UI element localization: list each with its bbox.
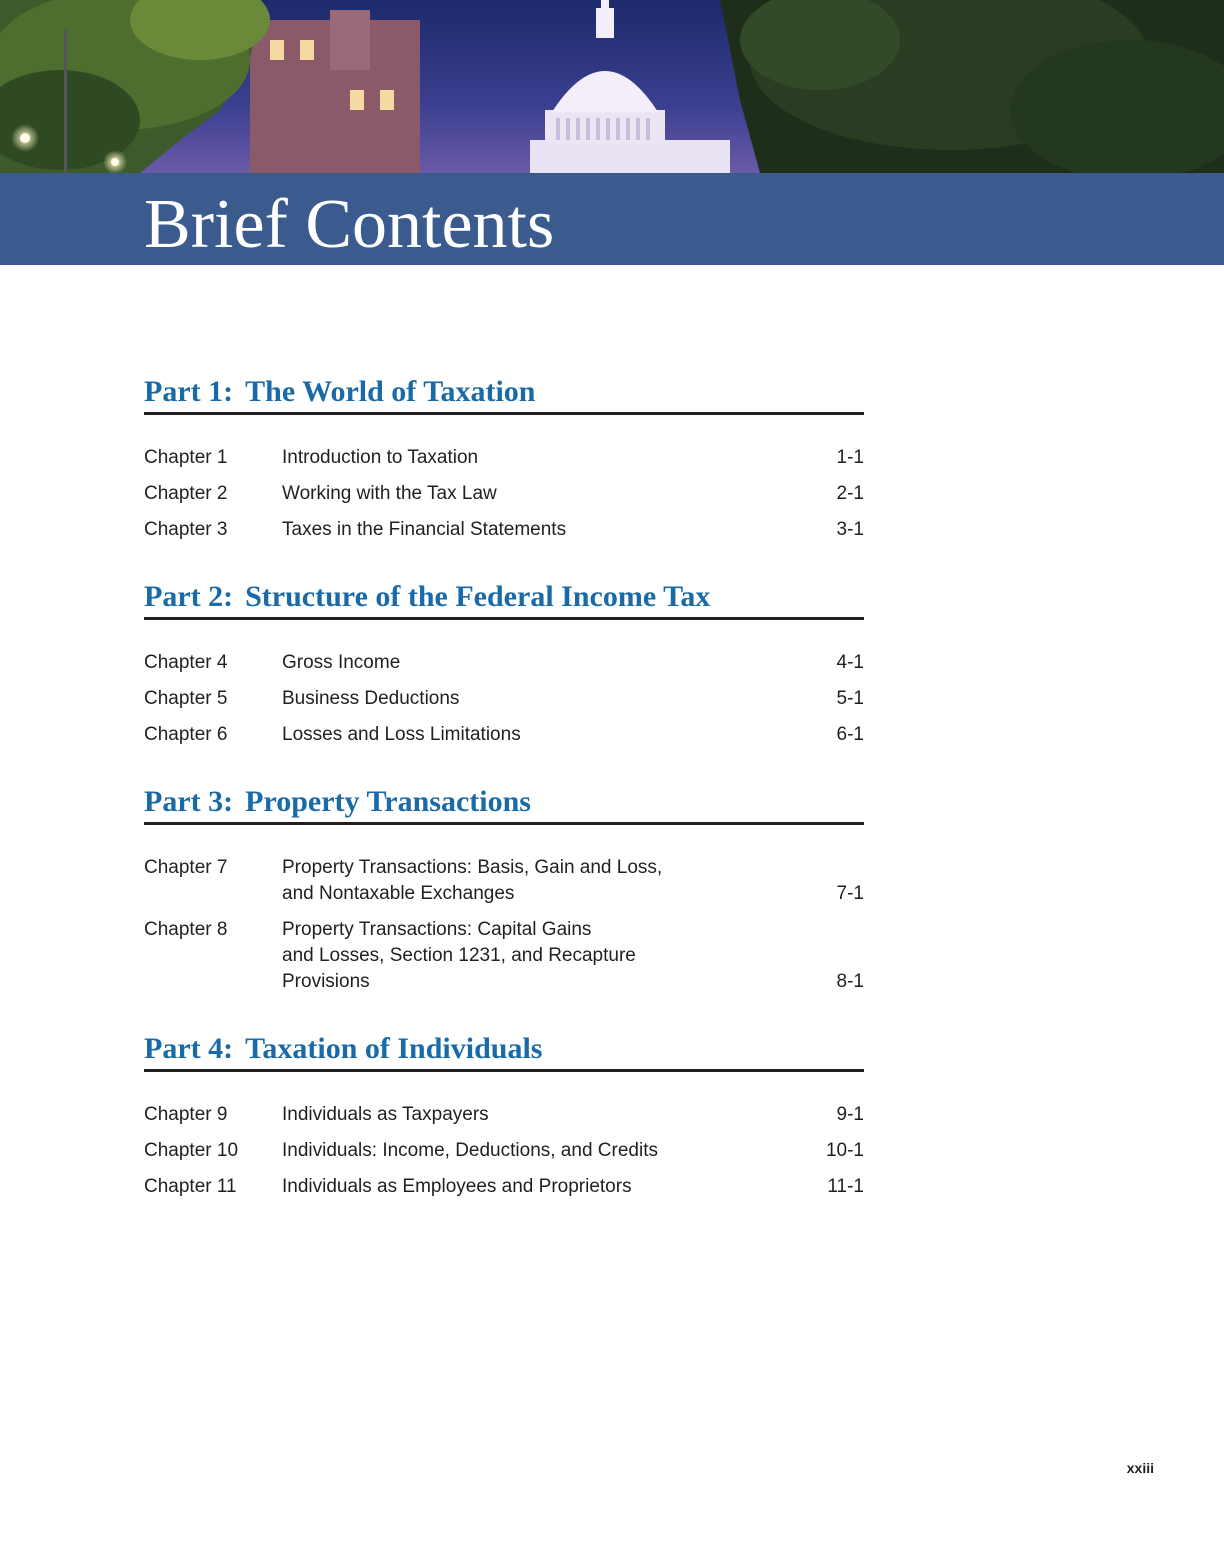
chapter-entry[interactable]: [144, 1102, 864, 1128]
part-title: The World of Taxation: [245, 375, 536, 408]
capitol-dome-night-photo: [0, 0, 1224, 173]
chapter-title: Property Transactions: Basis, Gain and Loss, and Nontaxable Exchanges: [282, 857, 663, 904]
chapter-label: Chapter 11: [144, 1176, 237, 1197]
chapter-page: 10-1: [825, 1140, 864, 1161]
chapter-label: Chapter 6: [144, 724, 228, 745]
chapter-title: Working with the Tax Law: [282, 483, 497, 504]
chapter-page: 8-1: [836, 971, 864, 992]
chapter-page: 6-1: [836, 724, 864, 745]
chapter-entry[interactable]: [144, 917, 864, 995]
chapter-page: 4-1: [836, 652, 864, 673]
part-number: Part 3:: [144, 785, 234, 818]
page-number: xxiii: [1126, 1460, 1154, 1476]
chapter-title: Business Deductions: [282, 688, 460, 709]
part-3: [144, 782, 864, 995]
part-number: Part 2:: [144, 580, 234, 613]
part-title: Structure of the Federal Income Tax: [245, 580, 711, 613]
chapter-label: Chapter 1: [144, 447, 228, 468]
chapter-label: Chapter 2: [144, 483, 228, 504]
part-heading: [144, 577, 864, 620]
chapter-label: Chapter 3: [144, 519, 228, 540]
chapter-entry[interactable]: [144, 855, 864, 907]
chapter-label: Chapter 8: [144, 919, 228, 940]
table-of-contents: [144, 372, 864, 1210]
chapter-page: 2-1: [836, 483, 864, 504]
part-heading: [144, 782, 864, 825]
part-number: Part 1:: [144, 375, 234, 408]
part-heading: [144, 1029, 864, 1072]
part-title: Property Transactions: [245, 785, 531, 818]
chapter-entry[interactable]: [144, 1174, 864, 1200]
part-heading: [144, 372, 864, 415]
chapter-entry[interactable]: [144, 1138, 864, 1164]
chapter-label: Chapter 9: [144, 1104, 228, 1125]
chapter-page: 3-1: [836, 519, 864, 540]
chapter-label: Chapter 10: [144, 1140, 239, 1161]
chapter-page: 7-1: [836, 883, 864, 904]
chapter-label: Chapter 7: [144, 857, 228, 878]
chapter-title: Individuals as Employees and Proprietors: [282, 1176, 632, 1197]
chapter-page: 9-1: [836, 1104, 864, 1125]
chapter-entry[interactable]: [144, 481, 864, 507]
chapter-entry[interactable]: [144, 517, 864, 543]
chapter-entry[interactable]: [144, 650, 864, 676]
chapter-page: 1-1: [836, 447, 864, 468]
chapter-title: Taxes in the Financial Statements: [282, 519, 567, 540]
chapter-page: 11-1: [827, 1176, 864, 1197]
part-1: [144, 372, 864, 543]
chapter-entry[interactable]: [144, 722, 864, 748]
chapter-title: Losses and Loss Limitations: [282, 724, 521, 745]
chapter-entry[interactable]: [144, 445, 864, 471]
chapter-label: Chapter 4: [144, 652, 228, 673]
chapter-title: Individuals: Income, Deductions, and Credits: [282, 1140, 658, 1161]
chapter-entry[interactable]: [144, 686, 864, 712]
title-band: [0, 173, 1224, 265]
part-2: [144, 577, 864, 748]
part-title: Taxation of Individuals: [245, 1032, 543, 1065]
chapter-title: Individuals as Taxpayers: [282, 1104, 489, 1125]
page-title: Brief Contents: [144, 186, 555, 263]
chapter-title: Gross Income: [282, 652, 401, 673]
part-4: [144, 1029, 864, 1200]
chapter-title: Property Transactions: Capital Gains and Losses, Section 1231, and Recapture Provisions: [282, 919, 636, 992]
part-number: Part 4:: [144, 1032, 234, 1065]
chapter-title: Introduction to Taxation: [282, 447, 479, 468]
chapter-label: Chapter 5: [144, 688, 228, 709]
chapter-page: 5-1: [836, 688, 864, 709]
